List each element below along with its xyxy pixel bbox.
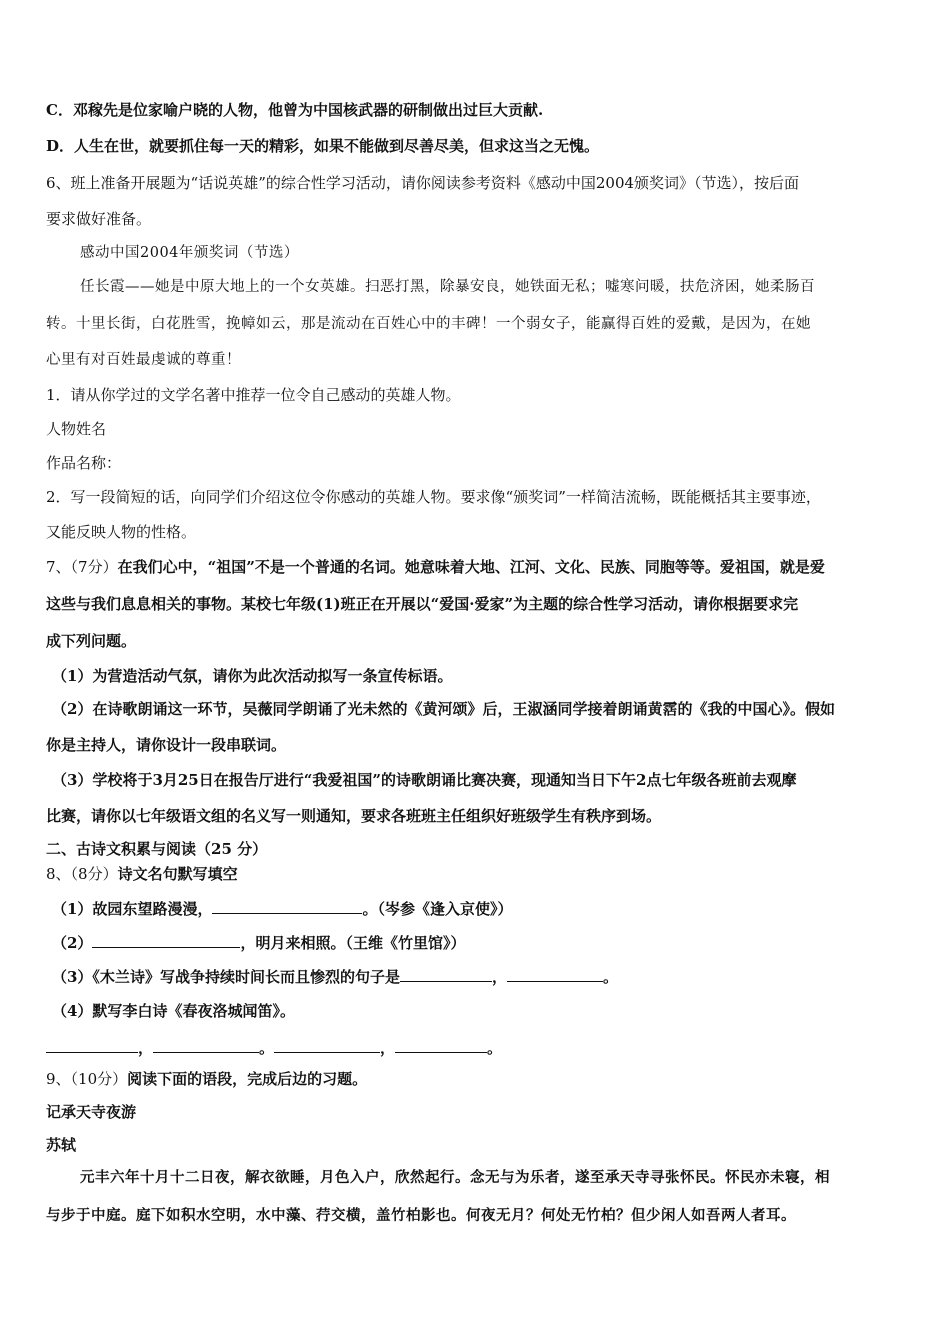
subquestion-2: 2．写一段简短的话，向同学们介绍这位令你感动的英雄人物。要求像“颁奖词”一样简洁流畅，既能概括其主要事迹， <box>46 488 821 506</box>
passage-title: 记承天寺夜游 <box>46 1103 137 1121</box>
fill-blank-1-prefix: （1）故园东望路漫漫， <box>52 900 213 918</box>
award-text-2: 转。十里长街，白花胜雪，挽幛如云，那是流动在百姓心中的丰碑！一个弱女子，能赢得百姓的爱戴，是因为，在她 <box>46 316 811 332</box>
answer-blank[interactable] <box>92 931 240 948</box>
question-8-text: 诗文名句默写填空 <box>117 865 238 883</box>
answer-sep: ， <box>138 1039 154 1057</box>
passage-line-1: 元丰六年十月十二日夜，解衣欲睡，月色入户，欣然起行。念无与为乐者，遂至承天寺寻张怀民。怀民亦未寝，相 <box>80 1169 830 1186</box>
option-c: C．邓稼先是位家喻户晓的人物，他曾为中国核武器的研制做出过巨大贡献. <box>46 101 544 119</box>
answer-blank[interactable] <box>46 1036 138 1053</box>
answer-blank[interactable] <box>395 1036 487 1053</box>
question-9-number: 9、（10分） <box>46 1070 128 1088</box>
subquestion-1: 1．请从你学过的文学名著中推荐一位令自己感动的英雄人物。 <box>46 386 461 404</box>
answer-blank[interactable] <box>153 1036 259 1053</box>
fill-blank-3-comma: ， <box>491 968 507 986</box>
fill-blank-2-suffix: ，明月来相照。（王维《竹里馆》） <box>240 934 466 952</box>
answer-sep: 。 <box>487 1039 503 1057</box>
passage-author: 苏轼 <box>46 1136 77 1154</box>
option-d: D．人生在世，就要抓住每一天的精彩，如果不能做到尽善尽美，但求这当之无愧。 <box>46 137 600 155</box>
fill-blank-3-period: 。 <box>602 968 618 986</box>
question-7-text: 在我们心中，“祖国”不是一个普通的名词。她意味着大地、江河、文化、民族、同胞等等。爱祖国，就是爱 <box>117 558 825 576</box>
fill-blank-2 <box>52 931 465 953</box>
fill-blank-2-prefix: （2） <box>52 934 93 952</box>
question-6-prompt-cont: 要求做好准备。 <box>46 210 152 228</box>
question-7-part-2: （2）在诗歌朗诵这一环节，吴薇同学朗诵了光未然的《黄河颂》后，王淑涵同学接着朗诵黄霑的《我的中国心》。假如 <box>52 700 835 718</box>
award-title: 感动中国2004年颁奖词（节选） <box>80 245 299 261</box>
section-2-heading: 二、古诗文积累与阅读（25 分） <box>46 840 268 858</box>
question-9-heading <box>46 1068 367 1090</box>
question-9-text: 阅读下面的语段，完成后边的习题。 <box>127 1070 368 1088</box>
answer-blank[interactable] <box>400 965 492 982</box>
answer-sep: ， <box>380 1039 396 1057</box>
fill-blank-1 <box>52 897 512 919</box>
award-text-1: 任长霞——她是中原大地上的一个女英雄。扫恶打黑，除暴安良，她铁面无私；嘘寒问暖，扶危济困，她柔肠百 <box>80 279 815 295</box>
fill-blank-3-prefix: （3）《木兰诗》写战争持续时间长而且惨烈的句子是 <box>52 968 400 986</box>
passage-line-2: 与步于中庭。庭下如积水空明，水中藻、荇交横，盖竹柏影也。何夜无月？何处无竹柏？但少闲人如吾两人者耳。 <box>46 1207 796 1224</box>
question-8-heading <box>46 863 238 885</box>
fill-blank-4-answers <box>46 1036 502 1058</box>
answer-blank[interactable] <box>507 965 603 982</box>
person-name-label: 人物姓名 <box>46 420 107 438</box>
answer-sep: 。 <box>259 1039 275 1057</box>
fill-blank-4: （4）默写李白诗《春夜洛城闻笛》。 <box>52 1002 295 1020</box>
award-text-3: 心里有对百姓最虔诚的尊重！ <box>46 352 241 368</box>
question-7-part-3: （3）学校将于3月25日在报告厅进行“我爱祖国”的诗歌朗诵比赛决赛，现通知当日下午2点七年级各班前去观摩 <box>52 771 797 789</box>
subquestion-2-cont: 又能反映人物的性格。 <box>46 523 197 541</box>
question-7-line-3: 成下列问题。 <box>46 632 137 650</box>
fill-blank-3 <box>52 965 618 987</box>
question-8-number: 8、（8分） <box>46 865 118 883</box>
fill-blank-1-suffix: 。（岑参《逢入京使》） <box>362 900 513 918</box>
work-name-label: 作品名称： <box>46 454 122 472</box>
question-6-prompt: 6、班上准备开展题为“话说英雄”的综合性学习活动，请你阅读参考资料《感动中国2004颁奖词》（节选），按后面 <box>46 174 800 192</box>
answer-blank[interactable] <box>212 897 362 914</box>
question-7-part-3-cont: 比赛，请你以七年级语文组的名义写一则通知，要求各班班主任组织好班级学生有秩序到场。 <box>46 807 662 825</box>
question-7-part-1: （1）为营造活动气氛，请你为此次活动拟写一条宣传标语。 <box>52 667 453 685</box>
question-7-number: 7、（7分） <box>46 558 118 576</box>
question-7-part-2-cont: 你是主持人，请你设计一段串联词。 <box>46 736 287 754</box>
answer-blank[interactable] <box>274 1036 380 1053</box>
question-7-line-2: 这些与我们息息相关的事物。某校七年级(1)班正在开展以“爱国·爱家”为主题的综合性学习活动，请你根据要求完 <box>46 595 799 613</box>
question-7-line-1 <box>46 556 825 578</box>
